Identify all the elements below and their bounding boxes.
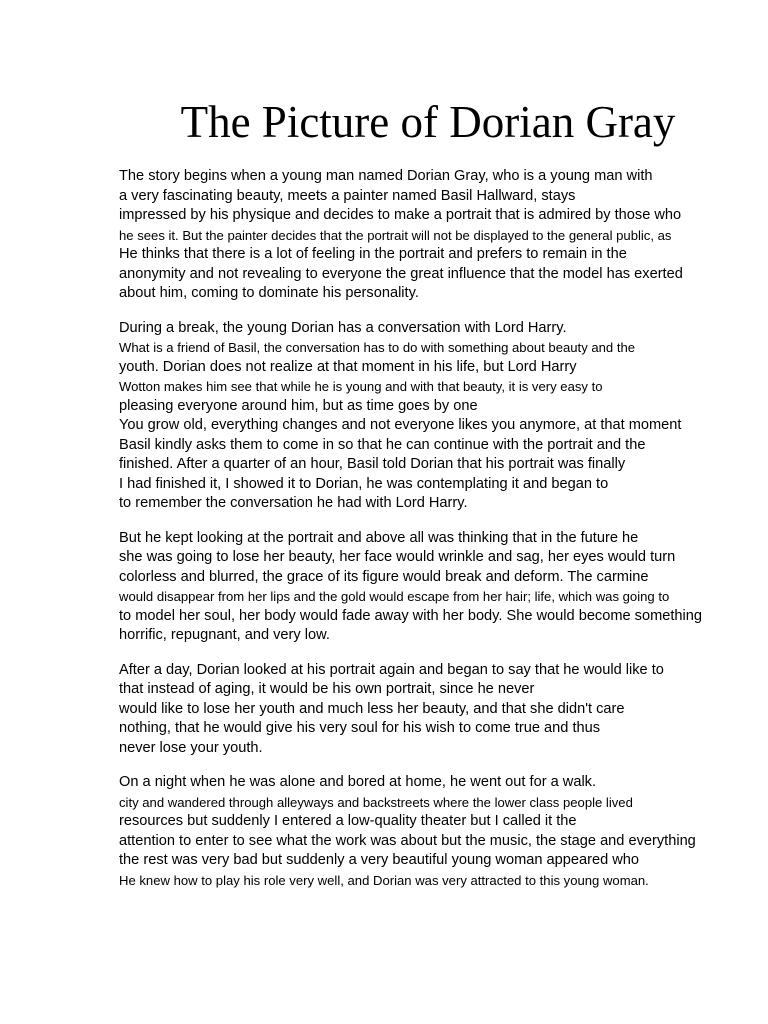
text-line: You grow old, everything changes and not everyone likes you anymore, at that moment [119, 417, 682, 433]
text-line: attention to enter to see what the work was about but the music, the stage and everything [119, 832, 696, 849]
text-line: The story begins when a young man named Dorian Gray, who is a young man with [119, 168, 653, 184]
text-line: nothing, that he would give his very soul for his wish to come true and thus [119, 720, 601, 736]
text-line: During a break, the young Dorian has a conversation with Lord Harry. [119, 319, 567, 336]
text-line: pleasing everyone around him, but as time goes by one [119, 397, 478, 414]
paragraph [119, 529, 759, 646]
text-line: the rest was very bad but suddenly a very beautiful young woman appeared who [119, 852, 640, 868]
text-line: Basil kindly asks them to come in so that he can continue with the portrait and the [119, 436, 646, 453]
paragraph [119, 167, 759, 304]
text-line: After a day, Dorian looked at his portrait again and began to say that he would like to [119, 661, 664, 678]
text-line: would like to lose her youth and much less her beauty, and that she didn't care [119, 700, 625, 717]
text-line: On a night when he was alone and bored at home, he went out for a walk. [119, 774, 597, 790]
document-body [119, 167, 759, 905]
text-line: he sees it. But the painter decides that the portrait will not be displayed to the general public, as [119, 227, 672, 243]
text-line: resources but suddenly I entered a low-quality theater but I called it the [119, 813, 577, 829]
text-line: He thinks that there is a lot of feeling in the portrait and prefers to remain in the [119, 246, 627, 262]
text-line: that instead of aging, it would be his own portrait, since he never [119, 681, 535, 697]
text-line: never lose your youth. [119, 739, 263, 756]
text-line: anonymity and not revealing to everyone the great influence that the model has exerted [119, 265, 683, 282]
text-line: What is a friend of Basil, the conversation has to do with something about beauty and the [119, 340, 636, 355]
paragraph [119, 319, 759, 514]
text-line: to remember the conversation he had with Lord Harry. [119, 495, 468, 511]
text-line: she was going to lose her beauty, her face would wrinkle and sag, her eyes would turn [119, 549, 676, 565]
text-line: impressed by his physique and decides to make a portrait that is admired by those who [119, 207, 682, 223]
text-line: Wotton makes him see that while he is young and with that beauty, it is very easy to [119, 379, 603, 394]
text-line: a very fascinating beauty, meets a painter named Basil Hallward, stays [119, 187, 576, 204]
text-line: He knew how to play his role very well, and Dorian was very attracted to this young woman. [119, 872, 649, 888]
text-line: to model her soul, her body would fade away with her body. She would become something [119, 607, 703, 624]
text-line: youth. Dorian does not realize at that moment in his life, but Lord Harry [119, 358, 577, 375]
text-line: colorless and blurred, the grace of its figure would break and deform. The carmine [119, 568, 649, 585]
document-title: The Picture of Dorian Gray [180, 97, 676, 147]
paragraph [119, 773, 759, 890]
text-line: I had finished it, I showed it to Dorian, he was contemplating it and began to [119, 475, 609, 492]
text-line: finished. After a quarter of an hour, Basil told Dorian that his portrait was finally [119, 456, 626, 472]
text-line: about him, coming to dominate his personality. [119, 285, 419, 301]
text-line: would disappear from her lips and the gold would escape from her hair; life, which was going to [119, 589, 670, 604]
text-line: city and wandered through alleyways and backstreets where the lower class people lived [119, 794, 633, 810]
paragraph [119, 661, 759, 759]
text-line: But he kept looking at the portrait and above all was thinking that in the future he [119, 529, 639, 546]
text-line: horrific, repugnant, and very low. [119, 627, 330, 643]
